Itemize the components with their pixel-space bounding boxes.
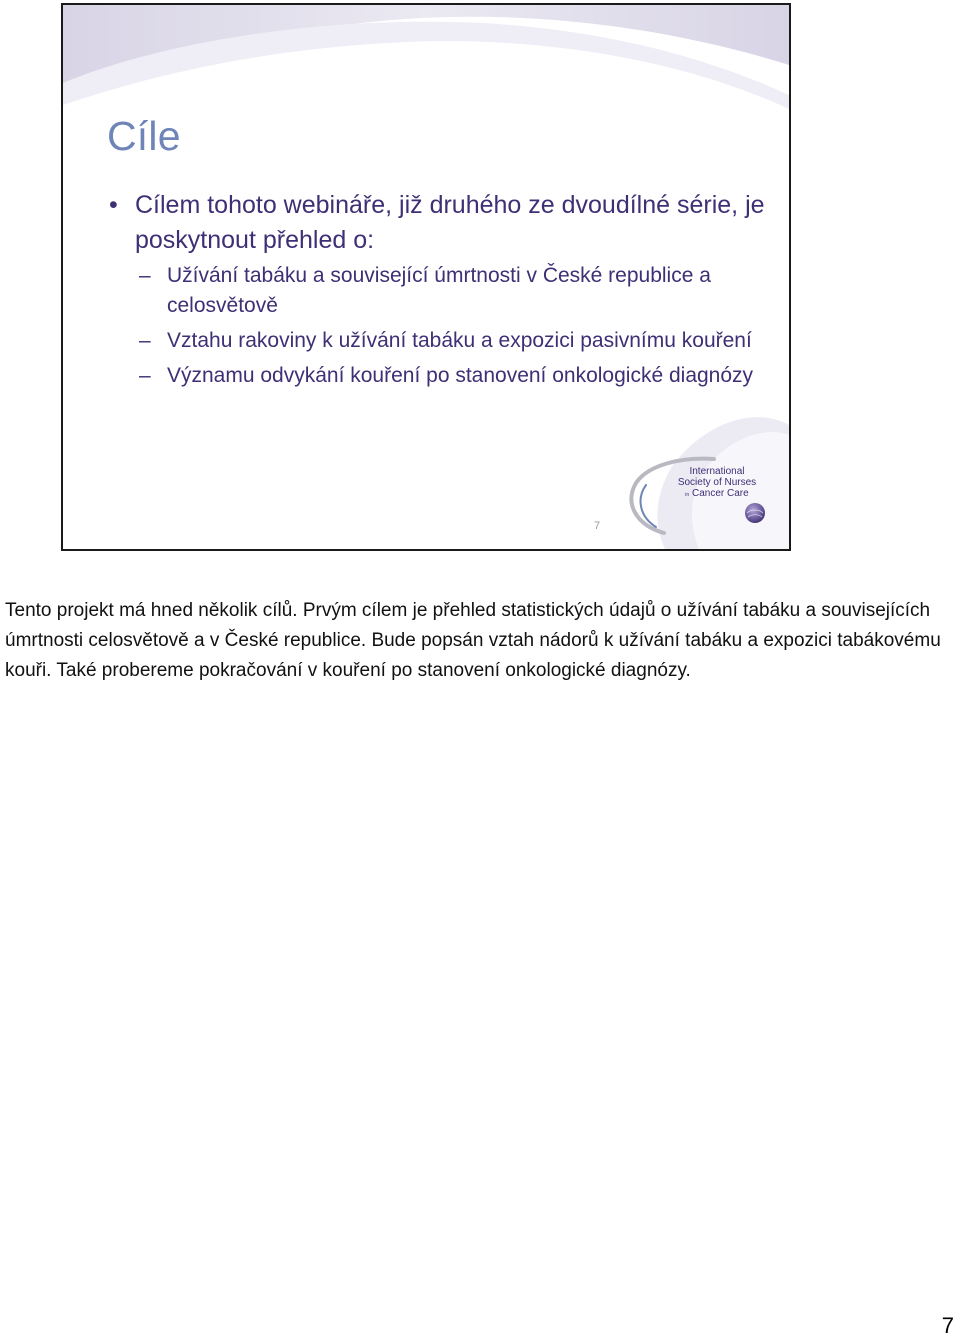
main-bullet-text: Cílem tohoto webináře, již druhého ze dvoudílné série, je poskytnout přehled o:	[135, 191, 765, 254]
sub-bullet-text: Vztahu rakoviny k užívání tabáku a expozici pasivnímu kouření	[167, 329, 752, 352]
slide-body	[107, 188, 767, 396]
dash-icon: –	[139, 264, 151, 287]
slide-number: 7	[594, 520, 601, 532]
slide-thumbnail	[61, 3, 791, 551]
dash-icon: –	[139, 329, 151, 352]
bullet-dot-icon: •	[109, 191, 118, 219]
sub-bullet	[107, 361, 767, 391]
sub-bullet-text: Významu odvykání kouření po stanovení onkologické diagnózy	[167, 364, 754, 387]
logo-line: International	[689, 466, 745, 477]
main-bullet	[107, 188, 767, 258]
logo-line	[674, 488, 760, 501]
dash-icon: –	[139, 364, 151, 387]
speaker-notes: Tento projekt má hned několik cílů. Prvým cílem je přehled statistických údajů o užívání tabáku a souvisejících úmrtnosti celosvětově a v České republice. Bude popsán vztah nádorů k užívání tabáku a expozici tabákovému kouři. Také probereme pokračování v kouření po stanovení onkologické diagnózy.	[5, 600, 941, 681]
page-number: 7	[941, 1313, 954, 1338]
sub-bullet	[107, 261, 767, 321]
logo-wordmark	[674, 466, 760, 501]
logo-line-main: Cancer Care	[691, 488, 749, 499]
logo-line: Society of Nurses	[677, 477, 757, 488]
slide-title: Cíle	[107, 113, 181, 159]
logo-line-prefix: in	[685, 492, 690, 498]
sub-bullet-text: Užívání tabáku a související úmrtnosti v České republice a celosvětově	[167, 264, 711, 317]
sub-bullet	[107, 326, 767, 356]
